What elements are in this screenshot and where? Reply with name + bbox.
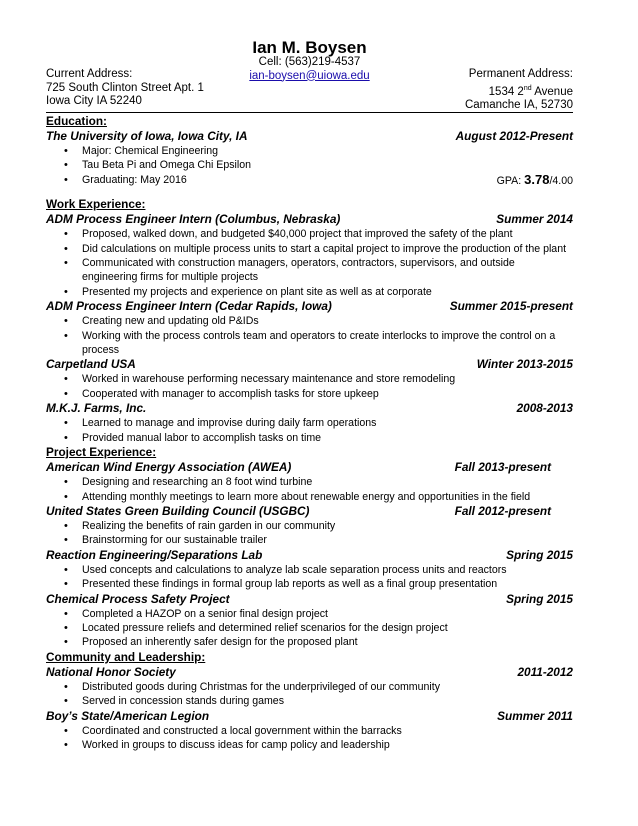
entry-title: National Honor Society [46, 664, 176, 679]
list-item: • Designing and researching an 8 foot wind turbine [82, 475, 573, 489]
permanent-address-line2: Camanche IA, 52730 [464, 98, 573, 111]
list-item: • Realizing the benefits of rain garden in our community [82, 519, 573, 533]
list-item: • Presented my projects and experience on plant site as well as at corporate [82, 285, 573, 299]
entry-title: Boy’s State/American Legion [46, 708, 210, 723]
list-item: • Cooperated with manager to accomplish tasks for store upkeep [82, 387, 573, 401]
entry-title: M.K.J. Farms, Inc. [46, 401, 147, 416]
community-entries [46, 665, 573, 753]
current-address-label: Current Address: [46, 68, 133, 80]
gpa-value: 3.78 [524, 171, 550, 187]
graduation-date: Graduating: May 2016 [82, 173, 187, 186]
cell-phone: Cell: (563)219-4537 [258, 56, 361, 68]
project-entries [46, 460, 573, 650]
entry-title: United States Green Building Council (USGBC) [46, 503, 310, 518]
list-item [82, 173, 573, 187]
list-item: • Brainstorming for our sustainable trailer [82, 533, 573, 547]
permanent-street-name: Avenue [531, 85, 573, 98]
list-item: • Did calculations on multiple process units to start a capital project to improve the production of the plant [82, 242, 573, 256]
entry-title: ADM Process Engineer Intern (Columbus, Nebraska) [46, 212, 341, 227]
list-item: • Learned to manage and improvise during daily farm operations [82, 416, 573, 430]
list-item: • Presented these findings in formal group lab reports as well as a final group presentation [82, 577, 573, 591]
entry-header [46, 592, 573, 607]
entry-header [46, 548, 573, 563]
gpa [497, 173, 573, 188]
list-item: • Worked in groups to discuss ideas for camp policy and leadership [82, 738, 573, 752]
candidate-name: Ian M. Boysen [252, 38, 367, 57]
entry-title: ADM Process Engineer Intern (Cedar Rapids, Iowa) [46, 299, 332, 314]
bullet-list [46, 372, 573, 401]
entry-title: Reaction Engineering/Separations Lab [46, 547, 263, 562]
education-list [46, 144, 573, 187]
contact-header [46, 58, 573, 110]
current-address-line1: 725 South Clinton Street Apt. 1 [46, 81, 204, 94]
entry-header [46, 665, 573, 680]
bullet-list [46, 227, 573, 299]
list-item: • Proposed, walked down, and budgeted $40,000 project that improved the safety of the plant [82, 227, 573, 241]
list-item: • Coordinated and constructed a local government within the barracks [82, 724, 573, 738]
bullet-list [46, 416, 573, 445]
entry-header [46, 460, 573, 475]
school-name: The University of Iowa, Iowa City, IA [46, 129, 248, 143]
list-item: • Tau Beta Pi and Omega Chi Epsilon [82, 158, 573, 172]
community-heading: Community and Leadership: [46, 649, 206, 664]
list-item: • Distributed goods during Christmas for the underprivileged of our community [82, 680, 573, 694]
list-item: • Located pressure reliefs and determined relief scenarios for the design project [82, 621, 573, 635]
bullet-list [46, 563, 573, 592]
entry-dates: Fall 2012-present [454, 503, 551, 518]
list-item: • Major: Chemical Engineering [82, 144, 573, 158]
entry-dates: Summer 2014 [496, 212, 573, 227]
ordinal-suffix: nd [523, 84, 532, 92]
education-dates: August 2012-Present [455, 129, 573, 143]
permanent-street-number: 1534 2 [488, 85, 524, 98]
list-item: • Used concepts and calculations to analyze lab scale separation process units and reactors [82, 563, 573, 577]
entry-header [46, 299, 573, 314]
current-address [46, 68, 204, 109]
education-heading: Education: [46, 114, 107, 128]
list-item: • Completed a HAZOP on a senior final design project [82, 607, 573, 621]
list-item: • Provided manual labor to accomplish tasks on time [82, 431, 573, 445]
entry-dates: 2011-2012 [517, 664, 573, 679]
list-item: • Working with the process controls team and operators to create interlocks to improve the control on a process [82, 329, 573, 358]
entry-header [46, 212, 573, 227]
work-entries [46, 212, 573, 445]
current-address-line2: Iowa City IA 52240 [46, 95, 142, 107]
entry-dates: Spring 2015 [506, 547, 573, 562]
entry-dates: Summer 2011 [497, 708, 573, 723]
entry-dates: Summer 2015-present [449, 299, 573, 314]
list-item: • Communicated with construction managers, operators, contractors, supervisors, and outside engineering firms for multiple projects [82, 256, 573, 285]
work-heading: Work Experience: [46, 197, 146, 212]
bullet-list [46, 680, 573, 709]
list-item: • Proposed an inherently safer design for the proposed plant [82, 635, 573, 649]
list-item: • Creating new and updating old P&IDs [82, 314, 573, 328]
permanent-address-label: Permanent Address: [468, 68, 573, 80]
bullet-list [46, 475, 573, 504]
entry-dates: Spring 2015 [506, 591, 573, 606]
permanent-address [465, 68, 573, 112]
entry-header [46, 401, 573, 416]
bullet-list [46, 314, 573, 357]
list-item: • Attending monthly meetings to learn more about renewable energy and opportunities in the field [82, 490, 573, 504]
list-item: • Served in concession stands during games [82, 694, 573, 708]
bullet-list [46, 607, 573, 650]
email-link[interactable]: ian-boysen@uiowa.edu [249, 69, 370, 82]
entry-dates: Fall 2013-present [454, 460, 551, 475]
entry-title: Chemical Process Safety Project [46, 591, 230, 606]
projects-heading: Project Experience: [46, 445, 157, 460]
entry-dates: Winter 2013-2015 [476, 357, 573, 372]
education-entry-header [46, 129, 573, 144]
resume-page [46, 38, 573, 752]
bullet-list [46, 724, 573, 753]
list-item: • Worked in warehouse performing necessary maintenance and store remodeling [82, 372, 573, 386]
gpa-label: GPA: [496, 174, 525, 187]
entry-header [46, 504, 573, 519]
gpa-scale: /4.00 [549, 174, 573, 187]
permanent-address-line1 [465, 82, 573, 99]
entry-title: American Wind Energy Association (AWEA) [46, 460, 292, 475]
entry-header [46, 709, 573, 724]
entry-header [46, 357, 573, 372]
entry-dates: 2008-2013 [516, 401, 573, 416]
entry-title: Carpetland USA [46, 357, 136, 372]
bullet-list [46, 519, 573, 548]
